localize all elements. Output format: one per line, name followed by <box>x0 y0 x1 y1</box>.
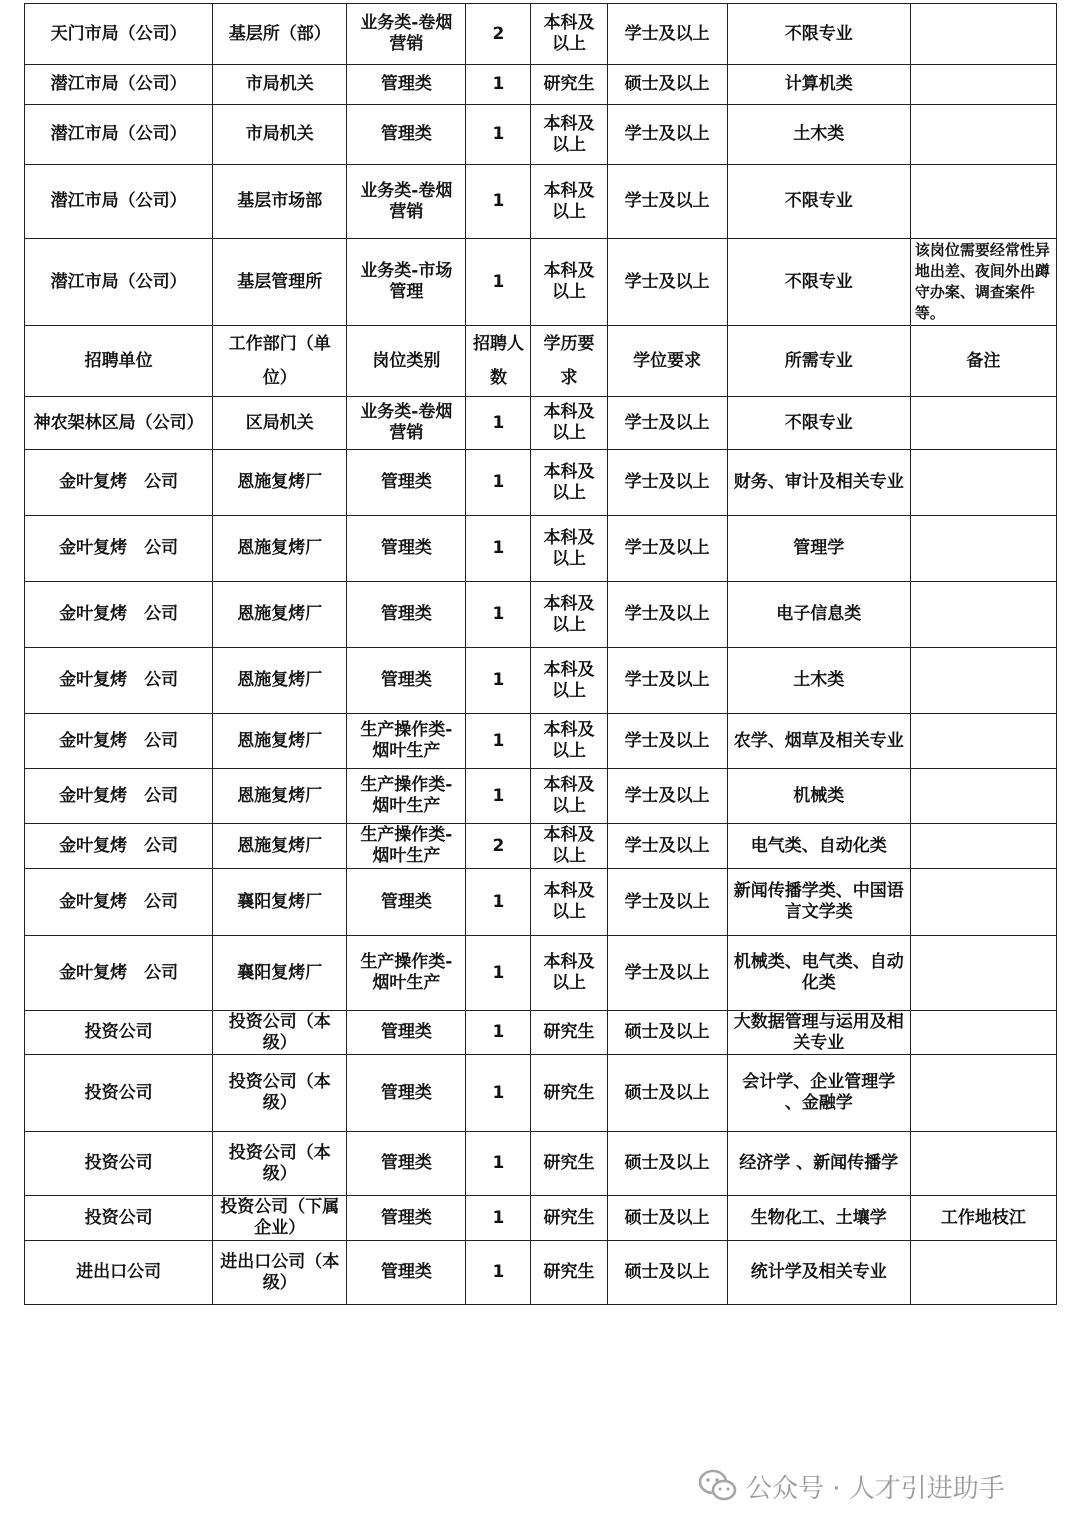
cell-unit: 金叶复烤 公司 <box>25 869 213 936</box>
cell-count: 1 <box>466 582 531 648</box>
cell-remarks: 工作地枝江 <box>910 1196 1056 1241</box>
cell-category: 管理类 <box>347 1132 466 1196</box>
cell-unit: 神农架林区局（公司） <box>25 397 213 450</box>
cell-count: 1 <box>466 648 531 714</box>
cell-category: 业务类-卷烟营销 <box>347 4 466 65</box>
table-row <box>25 105 1057 165</box>
cell-dept: 基层管理所 <box>213 239 347 326</box>
cell-major: 土木类 <box>727 105 910 165</box>
cell-remarks: 该岗位需要经常性异地出差、夜间外出蹲守办案、调查案件等。 <box>910 239 1056 326</box>
cell-unit: 投资公司 <box>25 1055 213 1132</box>
cell-major: 电子信息类 <box>727 582 910 648</box>
cell-unit: 金叶复烤 公司 <box>25 582 213 648</box>
cell-remarks <box>910 824 1056 869</box>
cell-dept: 区局机关 <box>213 397 347 450</box>
table-row <box>25 1055 1057 1132</box>
cell-unit: 投资公司 <box>25 1196 213 1241</box>
cell-category: 管理类 <box>347 1196 466 1241</box>
cell-major: 不限专业 <box>727 4 910 65</box>
table-row <box>25 1132 1057 1196</box>
cell-major: 生物化工、土壤学 <box>727 1196 910 1241</box>
watermark-footer <box>698 1466 1005 1506</box>
cell-degree: 学士及以上 <box>607 648 727 714</box>
cell-category: 管理类 <box>347 582 466 648</box>
wechat-icon <box>698 1469 738 1503</box>
cell-education: 本科及以上 <box>531 582 607 648</box>
cell-degree: 学士及以上 <box>607 516 727 582</box>
cell-remarks <box>910 4 1056 65</box>
cell-category: 管理类 <box>347 516 466 582</box>
cell-remarks <box>910 397 1056 450</box>
cell-education: 本科及以上 <box>531 769 607 824</box>
cell-category: 业务类-卷烟营销 <box>347 165 466 239</box>
cell-count: 1 <box>466 1132 531 1196</box>
cell-major: 统计学及相关专业 <box>727 1241 910 1305</box>
cell-dept: 投资公司（本级） <box>213 1055 347 1132</box>
cell-education: 本科及以上 <box>531 239 607 326</box>
cell-dept: 恩施复烤厂 <box>213 582 347 648</box>
cell-major: 财务、审计及相关专业 <box>727 450 910 516</box>
cell-dept: 襄阳复烤厂 <box>213 869 347 936</box>
header-cell-education: 学历要求 <box>531 326 607 397</box>
cell-count: 1 <box>466 450 531 516</box>
cell-count: 1 <box>466 869 531 936</box>
cell-degree: 学士及以上 <box>607 239 727 326</box>
cell-degree: 硕士及以上 <box>607 1196 727 1241</box>
watermark-text: 公众号 · 人才引进助手 <box>746 1473 1005 1504</box>
recruitment-table <box>24 3 1057 1305</box>
cell-unit: 进出口公司 <box>25 1241 213 1305</box>
cell-dept: 基层所（部） <box>213 4 347 65</box>
cell-education: 本科及以上 <box>531 824 607 869</box>
cell-count: 1 <box>466 239 531 326</box>
cell-remarks <box>910 936 1056 1011</box>
cell-education: 本科及以上 <box>531 105 607 165</box>
table-row <box>25 824 1057 869</box>
cell-unit: 金叶复烤 公司 <box>25 516 213 582</box>
cell-category: 管理类 <box>347 1241 466 1305</box>
cell-dept: 恩施复烤厂 <box>213 824 347 869</box>
table-row <box>25 648 1057 714</box>
cell-degree: 学士及以上 <box>607 397 727 450</box>
table-row <box>25 516 1057 582</box>
cell-remarks <box>910 516 1056 582</box>
cell-education: 本科及以上 <box>531 936 607 1011</box>
cell-education: 本科及以上 <box>531 450 607 516</box>
cell-education: 研究生 <box>531 65 607 105</box>
cell-major: 大数据管理与运用及相关专业 <box>727 1011 910 1055</box>
cell-remarks <box>910 1241 1056 1305</box>
header-cell-major: 所需专业 <box>727 326 910 397</box>
cell-unit: 金叶复烤 公司 <box>25 824 213 869</box>
cell-education: 研究生 <box>531 1055 607 1132</box>
cell-count: 1 <box>466 1241 531 1305</box>
cell-education: 研究生 <box>531 1241 607 1305</box>
cell-remarks <box>910 714 1056 769</box>
cell-category: 管理类 <box>347 65 466 105</box>
cell-major: 会计学、企业管理学 、金融学 <box>727 1055 910 1132</box>
cell-unit: 潜江市局（公司） <box>25 165 213 239</box>
cell-count: 1 <box>466 1055 531 1132</box>
cell-remarks <box>910 65 1056 105</box>
table-row <box>25 1196 1057 1241</box>
cell-unit: 潜江市局（公司） <box>25 105 213 165</box>
cell-remarks <box>910 1011 1056 1055</box>
cell-unit: 金叶复烤 公司 <box>25 648 213 714</box>
cell-category: 生产操作类-烟叶生产 <box>347 936 466 1011</box>
cell-major: 管理学 <box>727 516 910 582</box>
cell-remarks <box>910 450 1056 516</box>
cell-degree: 学士及以上 <box>607 769 727 824</box>
cell-unit: 投资公司 <box>25 1011 213 1055</box>
table-row <box>25 1241 1057 1305</box>
cell-education: 本科及以上 <box>531 869 607 936</box>
table-header-row <box>25 326 1057 397</box>
cell-dept: 基层市场部 <box>213 165 347 239</box>
cell-major: 机械类、电气类、自动化类 <box>727 936 910 1011</box>
cell-major: 经济学 、新闻传播学 <box>727 1132 910 1196</box>
cell-degree: 硕士及以上 <box>607 1241 727 1305</box>
cell-category: 管理类 <box>347 105 466 165</box>
cell-education: 本科及以上 <box>531 648 607 714</box>
cell-unit: 金叶复烤 公司 <box>25 936 213 1011</box>
cell-category: 生产操作类-烟叶生产 <box>347 824 466 869</box>
cell-category: 生产操作类-烟叶生产 <box>347 714 466 769</box>
cell-degree: 硕士及以上 <box>607 1132 727 1196</box>
cell-education: 本科及以上 <box>531 714 607 769</box>
cell-education: 本科及以上 <box>531 4 607 65</box>
cell-degree: 学士及以上 <box>607 450 727 516</box>
cell-remarks <box>910 648 1056 714</box>
cell-count: 1 <box>466 397 531 450</box>
table-row <box>25 397 1057 450</box>
cell-education: 研究生 <box>531 1196 607 1241</box>
cell-count: 1 <box>466 105 531 165</box>
cell-major: 电气类、自动化类 <box>727 824 910 869</box>
cell-dept: 恩施复烤厂 <box>213 450 347 516</box>
cell-count: 1 <box>466 65 531 105</box>
cell-unit: 投资公司 <box>25 1132 213 1196</box>
cell-unit: 潜江市局（公司） <box>25 239 213 326</box>
table-row <box>25 450 1057 516</box>
header-cell-category: 岗位类别 <box>347 326 466 397</box>
cell-count: 1 <box>466 769 531 824</box>
header-cell-degree: 学位要求 <box>607 326 727 397</box>
table-row <box>25 4 1057 65</box>
cell-major: 计算机类 <box>727 65 910 105</box>
cell-category: 业务类-市场管理 <box>347 239 466 326</box>
cell-remarks <box>910 869 1056 936</box>
cell-category: 管理类 <box>347 869 466 936</box>
cell-degree: 学士及以上 <box>607 824 727 869</box>
cell-remarks <box>910 1132 1056 1196</box>
cell-degree: 硕士及以上 <box>607 65 727 105</box>
cell-category: 管理类 <box>347 450 466 516</box>
cell-category: 管理类 <box>347 1055 466 1132</box>
cell-count: 1 <box>466 516 531 582</box>
table-row <box>25 769 1057 824</box>
cell-degree: 学士及以上 <box>607 869 727 936</box>
cell-dept: 恩施复烤厂 <box>213 714 347 769</box>
cell-dept: 恩施复烤厂 <box>213 769 347 824</box>
cell-unit: 潜江市局（公司） <box>25 65 213 105</box>
table-row <box>25 65 1057 105</box>
cell-category: 生产操作类-烟叶生产 <box>347 769 466 824</box>
table-row <box>25 936 1057 1011</box>
cell-dept: 市局机关 <box>213 65 347 105</box>
cell-degree: 学士及以上 <box>607 936 727 1011</box>
cell-degree: 学士及以上 <box>607 714 727 769</box>
cell-degree: 学士及以上 <box>607 582 727 648</box>
table-row <box>25 1011 1057 1055</box>
cell-count: 1 <box>466 936 531 1011</box>
table-row <box>25 165 1057 239</box>
cell-major: 土木类 <box>727 648 910 714</box>
cell-count: 2 <box>466 4 531 65</box>
cell-unit: 金叶复烤 公司 <box>25 769 213 824</box>
header-cell-remarks: 备注 <box>910 326 1056 397</box>
cell-remarks <box>910 769 1056 824</box>
cell-count: 1 <box>466 1196 531 1241</box>
cell-major: 新闻传播学类、中国语言文学类 <box>727 869 910 936</box>
cell-major: 不限专业 <box>727 239 910 326</box>
cell-category: 管理类 <box>347 1011 466 1055</box>
cell-remarks <box>910 105 1056 165</box>
cell-count: 1 <box>466 714 531 769</box>
cell-dept: 投资公司（下属企业） <box>213 1196 347 1241</box>
cell-education: 本科及以上 <box>531 516 607 582</box>
table-row <box>25 582 1057 648</box>
cell-category: 管理类 <box>347 648 466 714</box>
table-row <box>25 714 1057 769</box>
cell-education: 本科及以上 <box>531 397 607 450</box>
cell-count: 1 <box>466 1011 531 1055</box>
header-cell-count: 招聘人数 <box>466 326 531 397</box>
cell-education: 本科及以上 <box>531 165 607 239</box>
cell-unit: 金叶复烤 公司 <box>25 714 213 769</box>
cell-unit: 金叶复烤 公司 <box>25 450 213 516</box>
header-cell-unit: 招聘单位 <box>25 326 213 397</box>
cell-count: 1 <box>466 165 531 239</box>
cell-degree: 学士及以上 <box>607 165 727 239</box>
cell-degree: 学士及以上 <box>607 105 727 165</box>
cell-category: 业务类-卷烟营销 <box>347 397 466 450</box>
cell-dept: 投资公司（本级） <box>213 1011 347 1055</box>
cell-remarks <box>910 1055 1056 1132</box>
table-row <box>25 869 1057 936</box>
cell-dept: 襄阳复烤厂 <box>213 936 347 1011</box>
header-cell-dept: 工作部门（单位） <box>213 326 347 397</box>
cell-major: 农学、烟草及相关专业 <box>727 714 910 769</box>
cell-degree: 硕士及以上 <box>607 1055 727 1132</box>
cell-major: 机械类 <box>727 769 910 824</box>
cell-dept: 投资公司（本级） <box>213 1132 347 1196</box>
cell-remarks <box>910 165 1056 239</box>
cell-count: 2 <box>466 824 531 869</box>
cell-degree: 学士及以上 <box>607 4 727 65</box>
cell-degree: 硕士及以上 <box>607 1011 727 1055</box>
cell-dept: 恩施复烤厂 <box>213 516 347 582</box>
cell-dept: 市局机关 <box>213 105 347 165</box>
cell-unit: 天门市局（公司） <box>25 4 213 65</box>
cell-education: 研究生 <box>531 1011 607 1055</box>
cell-major: 不限专业 <box>727 397 910 450</box>
table-row <box>25 239 1057 326</box>
cell-remarks <box>910 582 1056 648</box>
cell-dept: 恩施复烤厂 <box>213 648 347 714</box>
cell-major: 不限专业 <box>727 165 910 239</box>
cell-dept: 进出口公司（本级） <box>213 1241 347 1305</box>
cell-education: 研究生 <box>531 1132 607 1196</box>
